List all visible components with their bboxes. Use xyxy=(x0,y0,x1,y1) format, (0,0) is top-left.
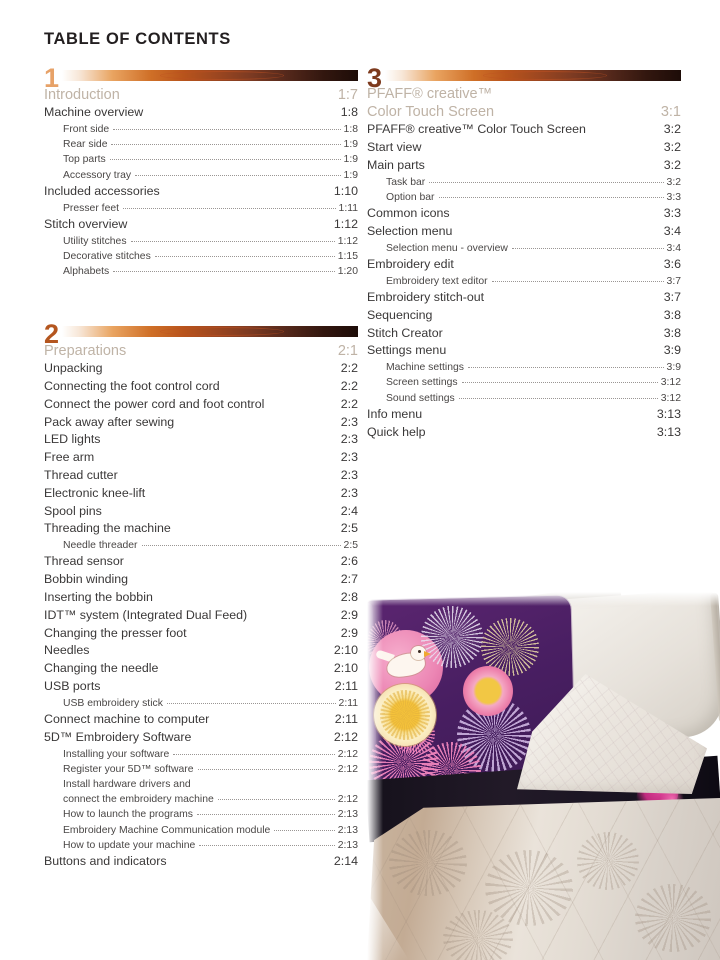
toc-entry-page: 2:3 xyxy=(340,485,358,500)
toc-entry-label: Installing your software xyxy=(63,748,170,760)
toc-entry-label: Spool pins xyxy=(44,503,102,518)
toc-leader xyxy=(459,397,658,399)
right-column xyxy=(367,52,681,441)
toc-entry[interactable] xyxy=(44,660,358,678)
toc-entry-page: 1:15 xyxy=(337,250,358,262)
section-2-number: 2 xyxy=(44,319,60,350)
section-3-entries xyxy=(367,121,681,441)
toc-entry[interactable] xyxy=(44,183,358,201)
toc-leader xyxy=(173,753,335,755)
quilt-stitching xyxy=(367,798,720,960)
toc-entry[interactable] xyxy=(367,274,681,289)
toc-entry-label: Machine settings xyxy=(386,362,464,374)
toc-entry-label: How to update your machine xyxy=(63,839,196,851)
toc-entry[interactable] xyxy=(367,223,681,241)
toc-leader xyxy=(142,544,341,546)
toc-leader xyxy=(111,143,340,145)
toc-entry-label: PFAFF® creative™ Color Touch Screen xyxy=(367,122,586,137)
toc-entry[interactable] xyxy=(367,406,681,424)
section-1-divider-bar xyxy=(62,70,358,81)
toc-leader xyxy=(113,128,340,130)
toc-entry-label: Embroidery Machine Communication module xyxy=(63,824,271,836)
toc-entry-label: Selection menu - overview xyxy=(386,242,508,254)
page-title: TABLE OF CONTENTS xyxy=(44,30,231,48)
section-2-title: Preparations xyxy=(44,343,127,360)
toc-entry-label: Screen settings xyxy=(386,377,458,389)
toc-entry-label: Buttons and indicators xyxy=(44,854,167,869)
toc-entry[interactable] xyxy=(44,234,358,249)
toc-entry-label: Main parts xyxy=(367,157,425,172)
medallion-motif xyxy=(463,666,513,716)
toc-entry-label: Connect the power cord and foot control xyxy=(44,396,265,411)
toc-entry-label: Electronic knee-lift xyxy=(44,485,146,500)
toc-entry-page: 3:4 xyxy=(663,223,681,238)
toc-entry-page: 3:8 xyxy=(663,325,681,340)
toc-entry-page: 2:6 xyxy=(340,554,358,569)
toc-entry-label: Unpacking xyxy=(44,361,103,376)
left-column xyxy=(44,52,358,871)
toc-leader xyxy=(439,196,664,198)
toc-entry[interactable] xyxy=(367,190,681,205)
toc-leader xyxy=(429,181,663,183)
toc-entry-label: USB embroidery stick xyxy=(63,697,163,709)
toc-entry-page: 3:2 xyxy=(666,176,681,188)
toc-entry-label: Decorative stitches xyxy=(63,250,151,262)
toc-entry-page: 3:2 xyxy=(663,157,681,172)
toc-entry-label: Changing the needle xyxy=(44,661,159,676)
toc-entry[interactable] xyxy=(44,360,358,378)
toc-entry-page: 2:5 xyxy=(340,521,358,536)
toc-entry[interactable] xyxy=(44,625,358,643)
toc-entry[interactable] xyxy=(44,729,358,747)
toc-entry[interactable] xyxy=(44,216,358,234)
toc-entry[interactable] xyxy=(44,792,358,807)
toc-leader xyxy=(110,158,341,160)
toc-entry-page: 3:3 xyxy=(666,191,681,203)
toc-entry[interactable] xyxy=(367,325,681,343)
toc-entry[interactable] xyxy=(44,762,358,777)
toc-entry[interactable] xyxy=(44,378,358,396)
toc-entry[interactable] xyxy=(44,104,358,122)
toc-entry[interactable] xyxy=(44,777,358,792)
toc-entry-page: 2:11 xyxy=(334,712,358,727)
toc-entry-label: Rear side xyxy=(63,139,108,151)
toc-entry-label: IDT™ system (Integrated Dual Feed) xyxy=(44,607,248,622)
toc-entry-page: 2:4 xyxy=(340,503,358,518)
toc-leader xyxy=(218,798,335,800)
section-2-title-row[interactable] xyxy=(44,342,358,360)
toc-entry-page: 3:13 xyxy=(656,406,681,421)
toc-entry-page: 2:2 xyxy=(340,396,358,411)
toc-entry-page: 3:4 xyxy=(666,242,681,254)
toc-entry-page: 2:12 xyxy=(333,729,358,744)
toc-entry-label: Option bar xyxy=(386,191,435,203)
toc-entry-label: USB ports xyxy=(44,679,101,694)
toc-entry-page: 3:13 xyxy=(656,424,681,439)
product-photo xyxy=(367,592,720,960)
toc-entry[interactable] xyxy=(44,823,358,838)
toc-entry-label: Threading the machine xyxy=(44,521,171,536)
toc-entry-page: 1:8 xyxy=(340,105,358,120)
toc-entry[interactable] xyxy=(44,589,358,607)
toc-entry[interactable] xyxy=(44,168,358,183)
toc-entry[interactable] xyxy=(44,538,358,553)
toc-entry-label: Machine overview xyxy=(44,105,144,120)
toc-entry-label: Task bar xyxy=(386,176,426,188)
toc-entry-label: Stitch Creator xyxy=(367,325,443,340)
toc-entry-page: 2:13 xyxy=(337,824,358,836)
toc-entry[interactable] xyxy=(44,264,358,279)
toc-entry-label: Embroidery text editor xyxy=(386,275,488,287)
toc-entry[interactable] xyxy=(367,391,681,406)
toc-entry-page: 2:10 xyxy=(333,661,358,676)
toc-leader xyxy=(167,702,336,704)
section-3-divider-bar xyxy=(385,70,681,81)
toc-entry[interactable] xyxy=(44,137,358,152)
toc-entry-label: Sequencing xyxy=(367,307,433,322)
toc-leader xyxy=(155,255,335,257)
toc-entry-label: Info menu xyxy=(367,406,423,421)
toc-entry-page: 2:11 xyxy=(338,697,358,709)
toc-leader xyxy=(492,280,664,282)
toc-entry[interactable] xyxy=(44,807,358,822)
toc-entry-page: 3:9 xyxy=(666,362,681,374)
toc-entry-label: Pack away after sewing xyxy=(44,414,175,429)
section-3-title-line2-row xyxy=(367,104,681,122)
toc-entry-page: 3:2 xyxy=(663,122,681,137)
toc-entry-page: 2:2 xyxy=(340,379,358,394)
toc-entry-page: 2:8 xyxy=(340,590,358,605)
toc-entry[interactable] xyxy=(44,503,358,521)
toc-entry-label: Selection menu xyxy=(367,223,453,238)
toc-entry-label: Common icons xyxy=(367,206,450,221)
toc-entry[interactable] xyxy=(44,414,358,432)
toc-entry-label: Connecting the foot control cord xyxy=(44,379,220,394)
toc-entry-page: 3:3 xyxy=(663,206,681,221)
toc-entry[interactable] xyxy=(367,307,681,325)
toc-entry-label: Bobbin winding xyxy=(44,572,129,587)
embroidery-motif xyxy=(421,606,483,668)
toc-entry-page: 2:9 xyxy=(340,607,358,622)
toc-entry-page: 1:20 xyxy=(337,265,358,277)
toc-entry-page: 3:12 xyxy=(660,392,681,404)
toc-entry-label: Thread cutter xyxy=(44,468,118,483)
toc-entry[interactable] xyxy=(44,249,358,264)
toc-entry-label: Front side xyxy=(63,123,110,135)
toc-entry[interactable] xyxy=(367,175,681,190)
toc-entry[interactable] xyxy=(367,256,681,274)
section-2-title-page: 2:1 xyxy=(337,343,358,360)
toc-entry-page: 2:10 xyxy=(333,643,358,658)
toc-entry[interactable] xyxy=(44,571,358,589)
toc-entry-label: LED lights xyxy=(44,432,101,447)
toc-entry-page: 3:7 xyxy=(663,289,681,304)
toc-entry-page: 2:2 xyxy=(340,361,358,376)
toc-entry-page: 2:3 xyxy=(340,468,358,483)
toc-entry-label: Start view xyxy=(367,140,422,155)
toc-entry-page: 1:9 xyxy=(343,169,358,181)
toc-entry-page: 2:12 xyxy=(337,763,358,775)
toc-entry[interactable] xyxy=(44,696,358,711)
toc-entry-page: 3:6 xyxy=(663,256,681,271)
toc-entry-label: Register your 5D™ software xyxy=(63,763,194,775)
toc-entry-page: 2:3 xyxy=(340,414,358,429)
toc-entry-page: 2:5 xyxy=(343,540,358,552)
toc-entry-page: 2:13 xyxy=(337,839,358,851)
toc-entry[interactable] xyxy=(367,157,681,175)
toc-entry-label: Needle threader xyxy=(63,540,138,552)
toc-entry[interactable] xyxy=(44,485,358,503)
toc-entry-label: Stitch overview xyxy=(44,216,128,231)
toc-entry-label: Top parts xyxy=(63,154,106,166)
toc-leader xyxy=(198,768,335,770)
toc-entry-label: How to launch the programs xyxy=(63,809,193,821)
toc-entry-label: Included accessories xyxy=(44,183,160,198)
toc-entry-page: 2:14 xyxy=(333,854,358,869)
toc-entry-label: connect the embroidery machine xyxy=(63,794,214,806)
toc-entry[interactable] xyxy=(44,838,358,853)
toc-entry[interactable] xyxy=(44,747,358,762)
toc-entry-page: 2:12 xyxy=(337,748,358,760)
toc-entry-label: Utility stitches xyxy=(63,235,127,247)
toc-entry[interactable] xyxy=(367,121,681,139)
toc-entry-page: 2:13 xyxy=(337,809,358,821)
toc-entry[interactable] xyxy=(367,139,681,157)
toc-entry-label: Sound settings xyxy=(386,392,455,404)
toc-entry-page: 3:7 xyxy=(666,275,681,287)
photo-left-fade xyxy=(367,592,383,960)
section-1-entries xyxy=(44,104,358,279)
toc-entry[interactable] xyxy=(44,607,358,625)
toc-leader xyxy=(274,829,334,831)
toc-leader xyxy=(195,784,355,785)
toc-entry[interactable] xyxy=(367,289,681,307)
toc-entry[interactable] xyxy=(44,396,358,414)
toc-entry-page: 2:9 xyxy=(340,625,358,640)
toc-entry-page: 2:7 xyxy=(340,572,358,587)
toc-entry-label: Thread sensor xyxy=(44,554,124,569)
toc-entry-label: Inserting the bobbin xyxy=(44,590,153,605)
toc-entry-page: 2:3 xyxy=(340,432,358,447)
section-3-title-line2: Color Touch Screen xyxy=(367,103,495,120)
toc-entry[interactable] xyxy=(44,431,358,449)
toc-leader xyxy=(123,207,336,209)
toc-entry[interactable] xyxy=(44,520,358,538)
toc-leader xyxy=(135,174,340,176)
toc-entry-label: Embroidery stitch-out xyxy=(367,289,485,304)
section-1-title-page: 1:7 xyxy=(337,87,358,103)
toc-entry-page: 1:12 xyxy=(333,216,358,231)
toc-entry-label: Presser feet xyxy=(63,202,120,214)
section-1-title: Introduction xyxy=(44,87,120,103)
toc-entry-page: 3:2 xyxy=(663,140,681,155)
toc-entry[interactable] xyxy=(44,711,358,729)
toc-entry-page: 1:8 xyxy=(343,123,358,135)
toc-entry[interactable] xyxy=(367,342,681,360)
section-2 xyxy=(44,319,358,871)
toc-entry-label: Embroidery edit xyxy=(367,256,454,271)
section-3-title-page: 3:1 xyxy=(660,103,681,120)
bird-motif xyxy=(418,650,421,653)
toc-entry[interactable] xyxy=(44,553,358,571)
toc-entry-page: 1:12 xyxy=(337,235,358,247)
photo-top-fade xyxy=(367,592,720,606)
toc-entry[interactable] xyxy=(44,122,358,137)
toc-entry-label: Needles xyxy=(44,643,90,658)
toc-entry-label: Free arm xyxy=(44,450,95,465)
toc-leader xyxy=(199,844,334,846)
section-1 xyxy=(44,63,358,279)
toc-entry[interactable] xyxy=(44,678,358,696)
toc-entry-page: 1:10 xyxy=(333,183,358,198)
toc-entry-page: 3:8 xyxy=(663,307,681,322)
toc-entry-label: Install hardware drivers and xyxy=(63,779,191,791)
toc-entry-page: 2:12 xyxy=(337,794,358,806)
section-3-title-block[interactable] xyxy=(367,86,681,121)
toc-leader xyxy=(197,813,335,815)
toc-entry[interactable] xyxy=(367,375,681,390)
section-1-title-row[interactable] xyxy=(44,86,358,104)
toc-entry-label: Changing the presser foot xyxy=(44,625,187,640)
section-2-entries xyxy=(44,360,358,871)
toc-entry-page: 3:9 xyxy=(663,343,681,358)
toc-leader xyxy=(113,270,335,272)
toc-leader xyxy=(468,366,664,368)
section-2-divider-bar xyxy=(62,326,358,337)
toc-entry[interactable] xyxy=(44,467,358,485)
toc-entry[interactable] xyxy=(367,241,681,256)
toc-entry[interactable] xyxy=(44,853,358,871)
section-1-number: 1 xyxy=(44,63,60,93)
toc-entry-label: Alphabets xyxy=(63,265,110,277)
section-3-number: 3 xyxy=(367,63,383,93)
toc-entry-page: 1:9 xyxy=(343,154,358,166)
toc-leader xyxy=(462,381,658,383)
toc-entry[interactable] xyxy=(44,201,358,216)
toc-entry-page: 3:12 xyxy=(660,377,681,389)
toc-entry-page: 2:11 xyxy=(334,679,358,694)
toc-entry[interactable] xyxy=(44,152,358,167)
toc-entry[interactable] xyxy=(367,424,681,442)
yellow-flower-motif xyxy=(374,684,436,746)
toc-entry[interactable] xyxy=(44,449,358,467)
toc-leader xyxy=(512,247,664,249)
toc-entry[interactable] xyxy=(44,642,358,660)
bird-motif xyxy=(424,651,431,657)
toc-entry[interactable] xyxy=(367,205,681,223)
toc-entry-page: 1:11 xyxy=(338,202,358,214)
toc-entry[interactable] xyxy=(367,360,681,375)
toc-entry-label: 5D™ Embroidery Software xyxy=(44,729,192,744)
toc-entry-page: 1:9 xyxy=(343,139,358,151)
toc-entry-label: Quick help xyxy=(367,424,426,439)
toc-entry-label: Connect machine to computer xyxy=(44,712,210,727)
section-3-title-line1: PFAFF® creative™ xyxy=(367,86,493,102)
toc-entry-page: 2:3 xyxy=(340,450,358,465)
toc-entry-label: Settings menu xyxy=(367,343,447,358)
section-3 xyxy=(367,63,681,441)
toc-leader xyxy=(131,240,335,242)
toc-entry-label: Accessory tray xyxy=(63,169,132,181)
